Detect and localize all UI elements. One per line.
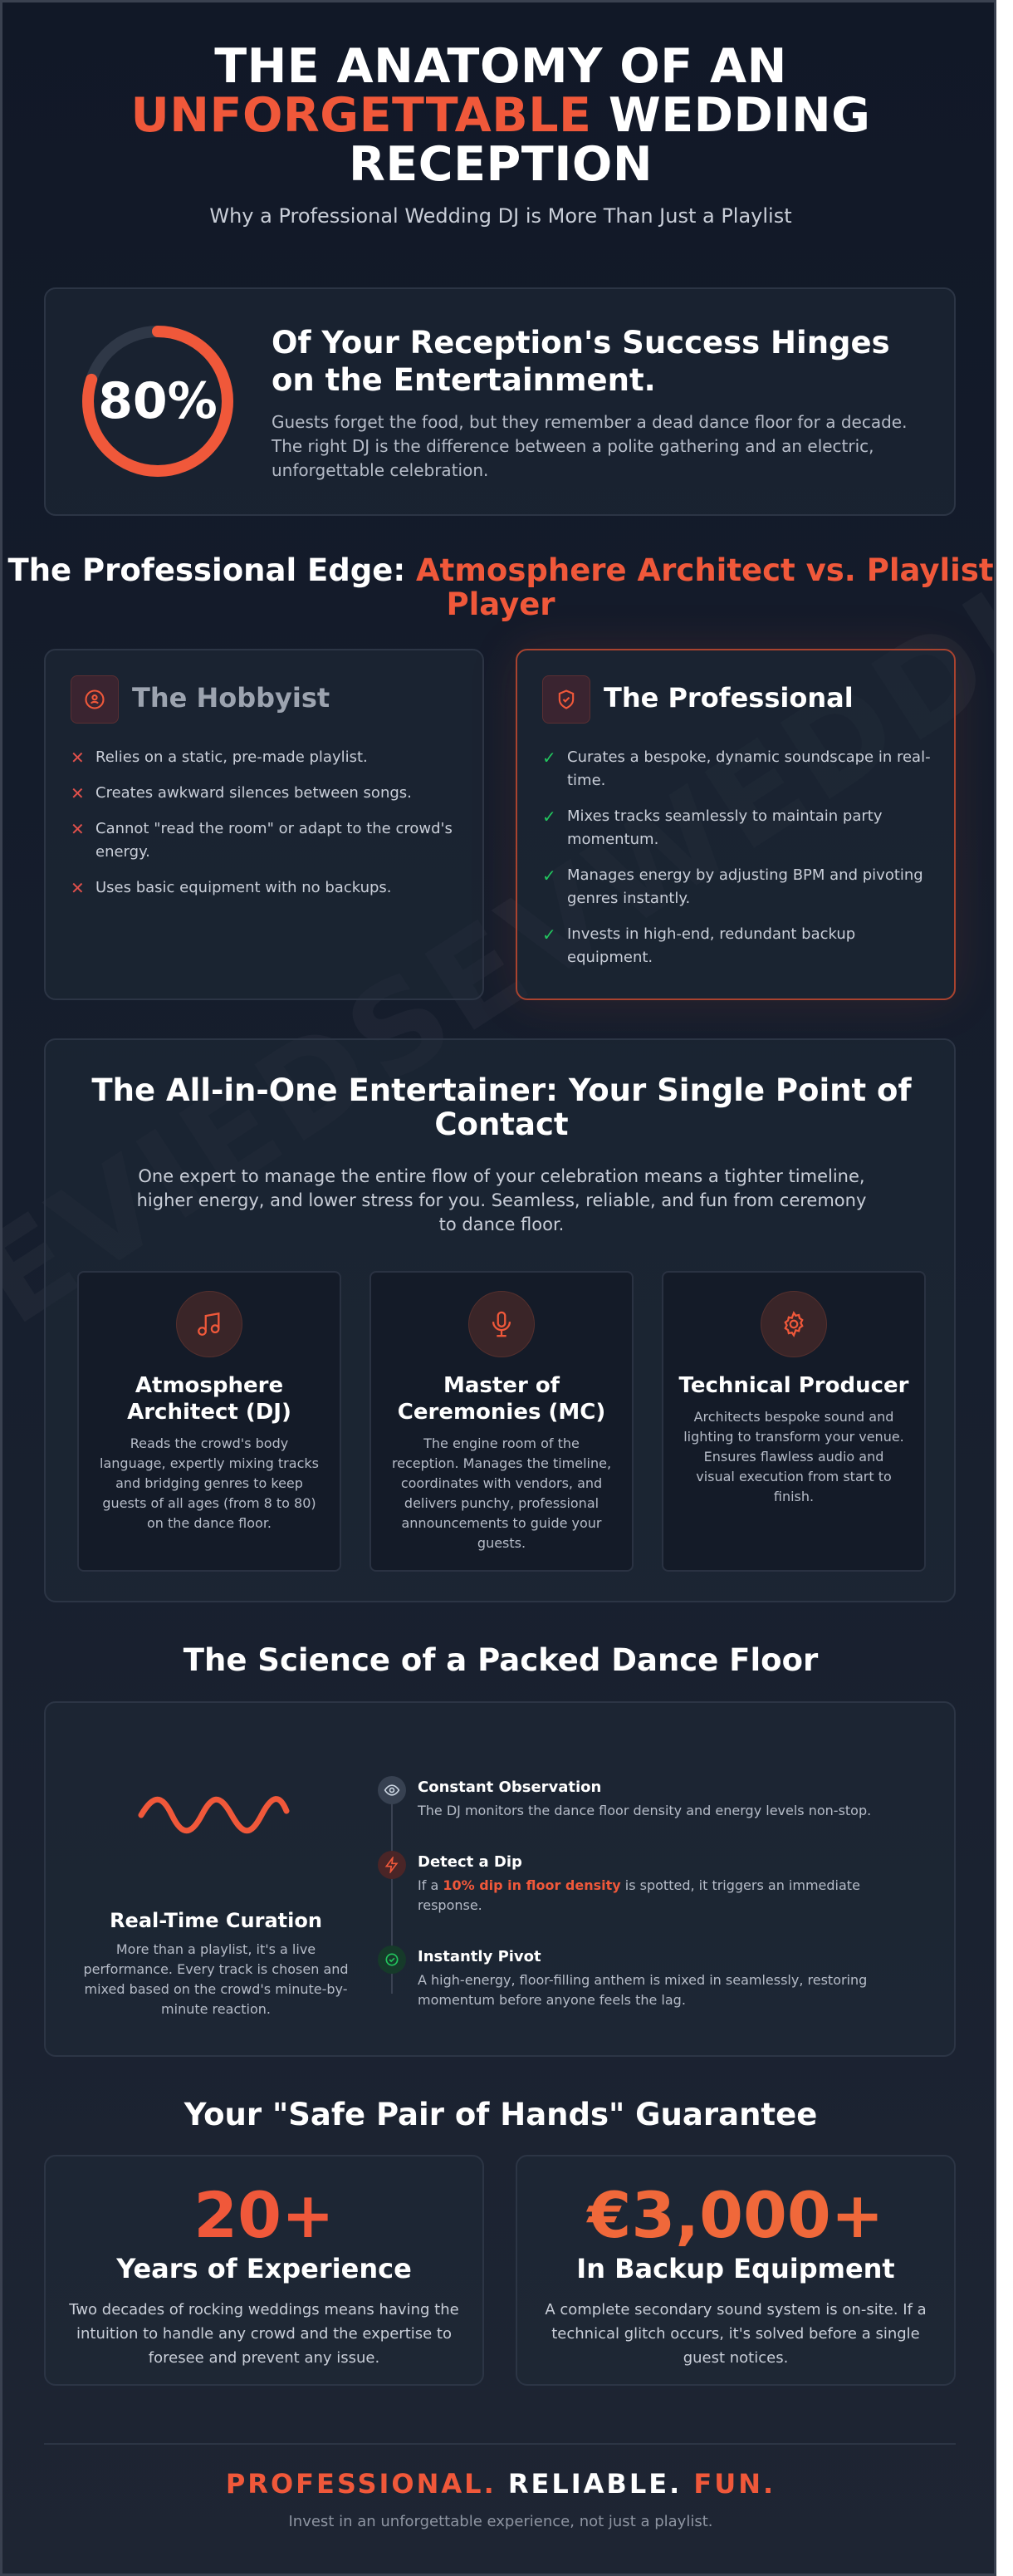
edge-section-title: The Professional Edge: Atmosphere Architect vs. Playlist Player [7, 552, 994, 622]
sound-wave-icon [137, 1794, 291, 1836]
guarantee-label: In Backup Equipment [576, 2253, 895, 2284]
list-item: ✓ Invests in high-end, redundant backup equipment. [542, 923, 932, 969]
cross-icon: ✕ [71, 783, 85, 803]
check-circle-icon [378, 1945, 406, 1974]
guarantee-section-title: Your "Safe Pair of Hands" Guarantee [184, 2097, 818, 2132]
role-card-technical [662, 1271, 926, 1572]
science-card: Real-Time Curation More than a playlist, it's a live performance. Every track is chosen and mixed based on the crowd's minute-by-minute reaction. Constant Observation The DJ monitors the dance floor density and energy levels non-stop. Detect a Dip If a 10% dip in floor density is spotted, it triggers an immediate response. Instantly Pivot A high-energy, floor-filling anthem is mixed in seamlessly, restoring momentum before anyone feels the lag. [44, 1701, 956, 2057]
highlight-text: 10% dip in floor density [443, 1877, 621, 1893]
lightning-icon [378, 1851, 406, 1879]
check-icon: ✓ [542, 866, 556, 886]
role-text: Reads the crowd's body language, expertly mixing tracks and bridging genres to keep guests of all ages (from 8 to 80) on the dance floor. [100, 1435, 319, 1531]
gear-icon [761, 1291, 827, 1357]
guarantee-card-experience [44, 2155, 484, 2386]
cross-icon: ✕ [71, 748, 85, 768]
check-icon: ✓ [542, 748, 556, 768]
cross-icon: ✕ [71, 819, 85, 839]
guarantee-text: Two decades of rocking weddings means having the intuition to handle any crowd and the expertise to foresee and prevent any issue. [69, 2301, 459, 2367]
guarantee-label: Years of Experience [116, 2253, 412, 2284]
role-card-mc [369, 1271, 634, 1572]
page-subtitle: Why a Professional Wedding DJ is More Than Just a Playlist [209, 204, 792, 228]
all-in-one-description: One expert to manage the entire flow of your celebration means a tighter timeline, higher energy, and lower stress for you. Seamless, reliable, and fun from ceremony to dance floor. [136, 1166, 867, 1234]
eye-icon [378, 1776, 406, 1804]
role-title: Technical Producer [678, 1373, 909, 1398]
all-in-one-title: The All-in-One Entertainer: Your Single Point of Contact [91, 1072, 912, 1142]
footer-tagline: PROFESSIONAL. RELIABLE. FUN. [225, 2468, 776, 2500]
role-text: Architects bespoke sound and lighting to transform your venue. Ensures flawless audio and visual execution from start to finish. [683, 1409, 904, 1504]
footer-subtext: Invest in an unforgettable experience, not just a playlist. [288, 2513, 713, 2530]
title-highlight: UNFORGETTABLE [130, 88, 592, 143]
hobbyist-card [44, 649, 484, 1000]
guarantee-card-backup [516, 2155, 956, 2386]
microphone-icon [468, 1291, 535, 1357]
check-icon: ✓ [542, 925, 556, 945]
stat-heading: Of Your Reception's Success Hinges on the Entertainment. [272, 325, 890, 398]
list-item: ✕ Creates awkward silences between songs. [71, 783, 412, 803]
page-title: THE ANATOMY OF AN UNFORGETTABLE WEDDING RECEPTION [130, 39, 871, 192]
list-item: ✓ Manages energy by adjusting BPM and pivoting genres instantly. [542, 864, 932, 910]
guarantee-number: 20+ [193, 2178, 335, 2252]
role-title: Atmosphere Architect (DJ) [127, 1373, 291, 1425]
hobbyist-list [71, 746, 461, 912]
list-item: ✓ Mixes tracks seamlessly to maintain party momentum. [542, 805, 932, 851]
list-item: ✕ Uses basic equipment with no backups. [71, 878, 392, 898]
list-item: ✕ Cannot "read the room" or adapt to the crowd's energy. [71, 817, 461, 864]
stat-body: Guests forget the food, but they remember a dead dance floor for a decade. The right DJ is the difference between a polite gathering and an electric, unforgettable celebration. [272, 412, 908, 480]
guarantee-number: €3,000+ [587, 2178, 884, 2252]
science-section-title: The Science of a Packed Dance Floor [183, 1642, 819, 1678]
role-text: The engine room of the reception. Manages the timeline, coordinates with vendors, and delivers punchy, professional announcements to guide your guests. [391, 1435, 612, 1551]
all-in-one-section [44, 1038, 956, 1602]
professional-list [542, 746, 932, 982]
hobbyist-title: The Hobbyist [132, 682, 330, 714]
professional-title: The Professional [604, 682, 854, 714]
shield-check-icon [542, 675, 590, 724]
role-card-dj [77, 1271, 341, 1572]
curation-title: Real-Time Curation [110, 1909, 322, 1932]
stat-card [44, 287, 956, 516]
role-title: Master of Ceremonies (MC) [397, 1373, 606, 1425]
cross-icon: ✕ [71, 878, 85, 898]
curation-text: More than a playlist, it's a live performance. Every track is chosen and mixed based on the crowd's minute-by-minute reaction. [83, 1941, 349, 2017]
hero-header [2, 39, 996, 228]
stat-value: 80% [98, 372, 218, 430]
music-note-icon [176, 1291, 242, 1357]
footer-divider [44, 2443, 956, 2445]
professional-card [516, 649, 956, 1000]
check-icon: ✓ [542, 807, 556, 827]
list-item: ✕ Relies on a static, pre-made playlist. [71, 748, 368, 768]
guarantee-text: A complete secondary sound system is on-site. If a technical glitch occurs, it's solved before a single guest notices. [545, 2301, 927, 2367]
user-warning-icon [71, 675, 119, 724]
list-item: ✓ Curates a bespoke, dynamic soundscape in real-time. [542, 746, 932, 792]
